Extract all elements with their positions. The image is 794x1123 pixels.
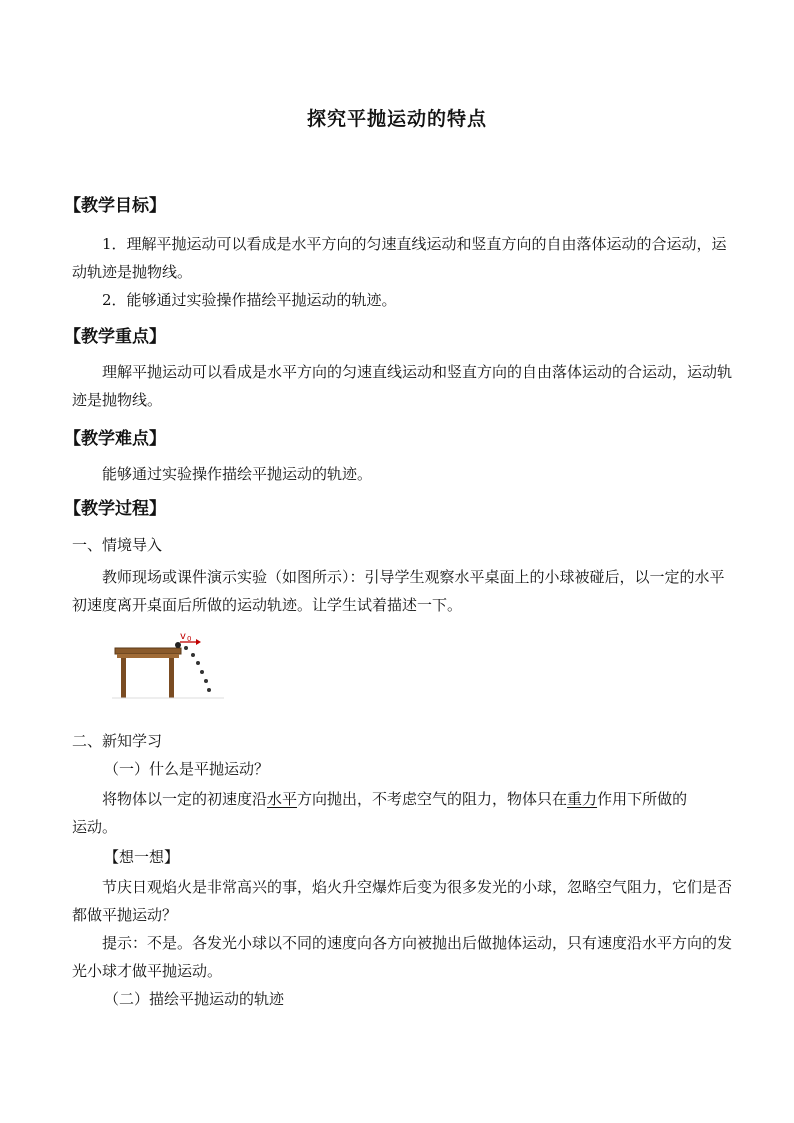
goal-1-text: 1．理解平抛运动可以看成是水平方向的匀速直线运动和竖直方向的自由落体运动的合运动，运动轨迹是抛物线。 [72, 235, 727, 281]
key-points-text: 理解平抛运动可以看成是水平方向的匀速直线运动和竖直方向的自由落体运动的合运动，运动轨迹是抛物线。 [72, 363, 733, 409]
definition-line-2: 运动。 [72, 818, 118, 836]
trajectory-dot [207, 688, 211, 692]
projectile-table-svg [112, 628, 224, 704]
trajectory-dot [191, 653, 195, 657]
ball-on-table [175, 642, 181, 648]
definition-part-c: 作用下所做的 [597, 790, 688, 808]
part1-text: 教师现场或课件演示实验（如图所示）：引导学生观察水平桌面上的小球被碰后，以一定的水平初速度离开桌面后所做的运动轨迹。让学生试着描述一下。 [72, 568, 725, 614]
sub2-title: （二）描绘平抛运动的轨迹 [104, 990, 285, 1008]
sub1-title: （一）什么是平抛运动？ [104, 760, 270, 778]
projectile-table-figure [112, 628, 224, 704]
table-leg-left [121, 658, 126, 698]
definition-underlined-horizontal: 水平 [267, 790, 298, 808]
trajectory-dot [196, 661, 200, 665]
trajectory-dot [204, 679, 208, 683]
hint-text: 提示：不是。各发光小球以不同的速度向各方向被抛出后做抛体运动，只有速度沿水平方向的发光小球才做平抛运动。 [72, 934, 733, 980]
definition-part-a: 将物体以一定的初速度沿 [102, 790, 268, 808]
table-leg-right [169, 658, 174, 698]
heading-teaching-goals: 【教学目标】 [64, 196, 166, 216]
heading-difficult-points: 【教学难点】 [64, 429, 166, 449]
page-title: 探究平抛运动的特点 [306, 108, 487, 130]
heading-key-points: 【教学重点】 [64, 327, 166, 347]
think-title: 【想一想】 [104, 848, 180, 866]
heading-teaching-process: 【教学过程】 [64, 499, 166, 519]
trajectory-dot [200, 670, 204, 674]
part2-title: 二、新知学习 [72, 732, 163, 750]
table-apron [117, 654, 179, 658]
velocity-label: v [180, 631, 186, 642]
think-text: 节庆日观焰火是非常高兴的事，焰火升空爆炸后变为很多发光的小球，忽略空气阻力，它们是否都做平抛运动？ [72, 878, 733, 924]
trajectory-dot [184, 646, 188, 650]
difficult-points-text: 能够通过实验操作描绘平抛运动的轨迹。 [102, 465, 373, 483]
velocity-subscript: 0 [187, 635, 192, 643]
velocity-arrowhead [196, 639, 201, 645]
definition-underlined-gravity: 重力 [567, 790, 598, 808]
part1-title: 一、情境导入 [72, 536, 163, 554]
table-top [115, 648, 181, 654]
definition-part-b: 方向抛出，不考虑空气的阻力，物体只在 [297, 790, 568, 808]
goal-2-text: 2．能够通过实验操作描绘平抛运动的轨迹。 [102, 291, 397, 309]
definition-line-1 [102, 785, 687, 813]
